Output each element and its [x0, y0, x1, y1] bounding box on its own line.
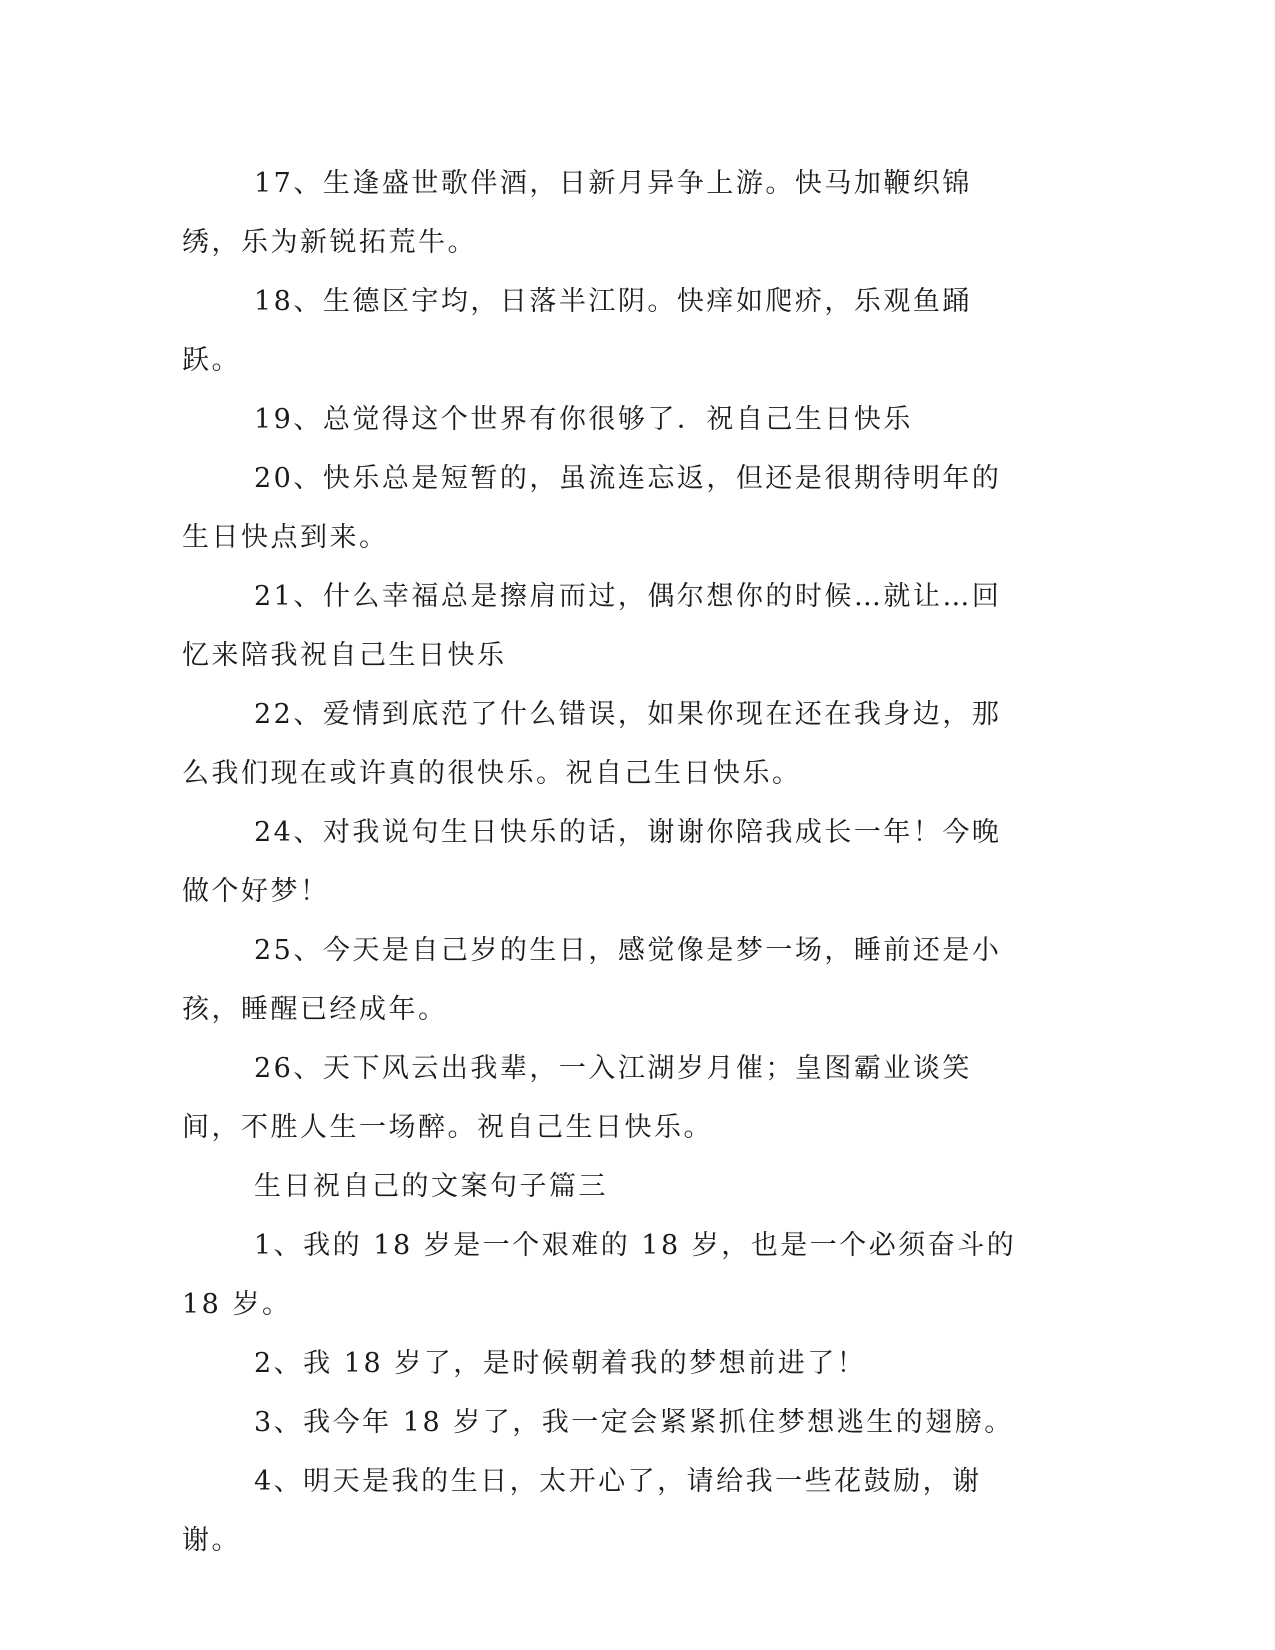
section-heading: 生日祝自己的文案句子篇三 — [254, 1171, 608, 1202]
list-item: 1、我的 18 岁是一个艰难的 18 岁，也是一个必须奋斗的 18 岁。 — [182, 1230, 1017, 1320]
paragraph-22: 22、爱情到底范了什么错误，如果你现在还在我身边，那么我们现在或许真的很快乐。祝自己生日快乐。 — [182, 699, 1002, 789]
paragraph-24: 24、对我说句生日快乐的话，谢谢你陪我成长一年！今晚做个好梦！ — [182, 817, 1002, 907]
list-item: 3、我今年 18 岁了，我一定会紧紧抓住梦想逃生的翅膀。 — [254, 1407, 1014, 1438]
paragraph-17: 17、生逢盛世歌伴酒，日新月异争上游。快马加鞭织锦绣，乐为新锐拓荒牛。 — [182, 168, 972, 258]
paragraph-18: 18、生德区宇均，日落半江阴。快痒如爬疥，乐观鱼踊跃。 — [182, 286, 972, 376]
document-body — [182, 154, 1028, 1570]
paragraph-19: 19、总觉得这个世界有你很够了．祝自己生日快乐 — [254, 404, 913, 435]
paragraph-21: 21、什么幸福总是擦肩而过，偶尔想你的时候…就让…回忆来陪我祝自己生日快乐 — [182, 581, 1002, 671]
list-item: 4、明天是我的生日，太开心了，请给我一些花鼓励，谢谢。 — [182, 1466, 982, 1556]
list-item: 2、我 18 岁了，是时候朝着我的梦想前进了！ — [254, 1348, 867, 1379]
paragraph-26: 26、天下风云出我辈，一入江湖岁月催；皇图霸业谈笑间，不胜人生一场醉。祝自己生日快乐。 — [182, 1053, 972, 1143]
paragraph-20: 20、快乐总是短暂的，虽流连忘返，但还是很期待明年的生日快点到来。 — [182, 463, 1002, 553]
paragraph-25: 25、今天是自己岁的生日，感觉像是梦一场，睡前还是小孩，睡醒已经成年。 — [182, 935, 1002, 1025]
